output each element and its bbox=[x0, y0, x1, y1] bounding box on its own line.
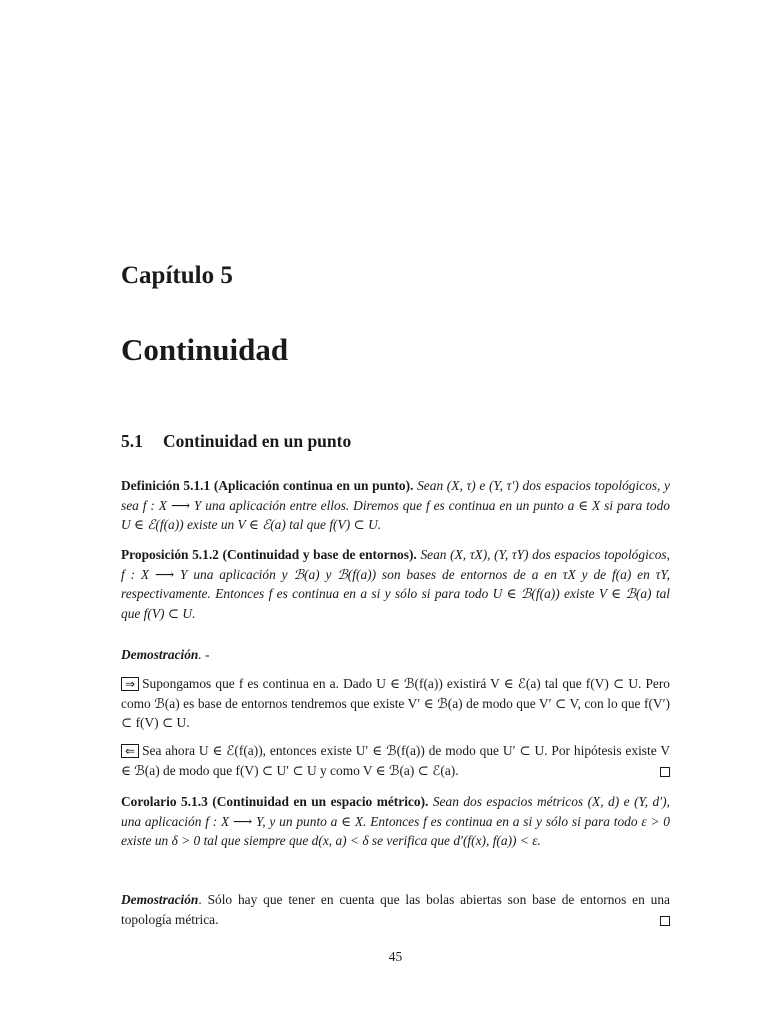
proposition-5-1-2 bbox=[121, 545, 670, 623]
proof-label: Demostración bbox=[121, 892, 199, 907]
corollary-proof-text: . Sólo hay que tener en cuenta que las bolas abiertas son base de entornos en una topología métrica. bbox=[121, 892, 670, 927]
proof-part-forward-text: Supongamos que f es continua en a. Dado U ∈ ℬ(f(a)) existirá V ∈ ℰ(a) tal que f(V) ⊂ U. Pero como ℬ(a) es base de entornos tendremos que existe V′ ∈ ℬ(a) de modo que V′ ⊂ V, con lo que f(V′) ⊂ f(V) ⊂ U. bbox=[121, 676, 670, 730]
corollary-body: Sean dos espacios métricos (X, d) e (Y, d′), una aplicación f : X ⟶ Y, y un punto a ∈ X. Entonces f es continua en a si y sólo si para todo ε > 0 existe un δ > 0 tal que siempre que d(x, a) < δ se verifica que d′(f(x), f(a)) < ε. bbox=[121, 794, 670, 848]
chapter-label: Capítulo 5 bbox=[121, 262, 233, 289]
implies-left-icon: ⇐ bbox=[121, 744, 139, 758]
qed-square-icon bbox=[660, 767, 670, 777]
qed-square-icon bbox=[660, 916, 670, 926]
proof-heading bbox=[121, 645, 670, 665]
definition-5-1-1 bbox=[121, 476, 670, 535]
corollary-head: Corolario 5.1.3 (Continuidad en un espacio métrico). bbox=[121, 794, 429, 809]
proposition-body: Sean (X, τX), (Y, τY) dos espacios topológicos, f : X ⟶ Y una aplicación y ℬ(a) y ℬ(f(a)) son bases de entornos de a en τX y de f(a) en τY, respectivamente. Entonces f es continua en a si y sólo si para todo U ∈ ℬ(f(a)) existe V ∈ ℬ(a) tal que f(V) ⊂ U. bbox=[121, 547, 670, 621]
implies-right-icon: ⇒ bbox=[121, 677, 139, 691]
definition-head: Definición 5.1.1 (Aplicación continua en un punto). bbox=[121, 478, 414, 493]
proof-label: Demostración bbox=[121, 647, 199, 662]
proposition-head: Proposición 5.1.2 (Continuidad y base de entornos). bbox=[121, 547, 417, 562]
proof-label-suffix: . - bbox=[198, 647, 210, 662]
chapter-title: Continuidad bbox=[121, 332, 289, 367]
proof-part-forward bbox=[121, 674, 670, 733]
proof-part-backward bbox=[121, 741, 670, 780]
page-number: 45 bbox=[388, 949, 403, 964]
section-number: 5.1 bbox=[121, 431, 143, 451]
corollary-proof bbox=[121, 890, 670, 929]
section-title: Continuidad en un punto bbox=[163, 431, 352, 451]
corollary-5-1-3 bbox=[121, 792, 670, 851]
section-heading bbox=[121, 431, 351, 452]
proof-part-backward-text: Sea ahora U ∈ ℰ(f(a)), entonces existe U′ ∈ ℬ(f(a)) de modo que U′ ⊂ U. Por hipótesis existe V ∈ ℬ(a) de modo que f(V) ⊂ U′ ⊂ U y como V ∈ ℬ(a) ⊂ ℰ(a). bbox=[121, 743, 670, 778]
definition-body: Sean (X, τ) e (Y, τ′) dos espacios topológicos, y sea f : X ⟶ Y una aplicación entre ellos. Diremos que f es continua en un punto a ∈ X si para todo U ∈ ℰ(f(a)) existe un V ∈ ℰ(a) tal que f(V) ⊂ U. bbox=[121, 478, 670, 532]
